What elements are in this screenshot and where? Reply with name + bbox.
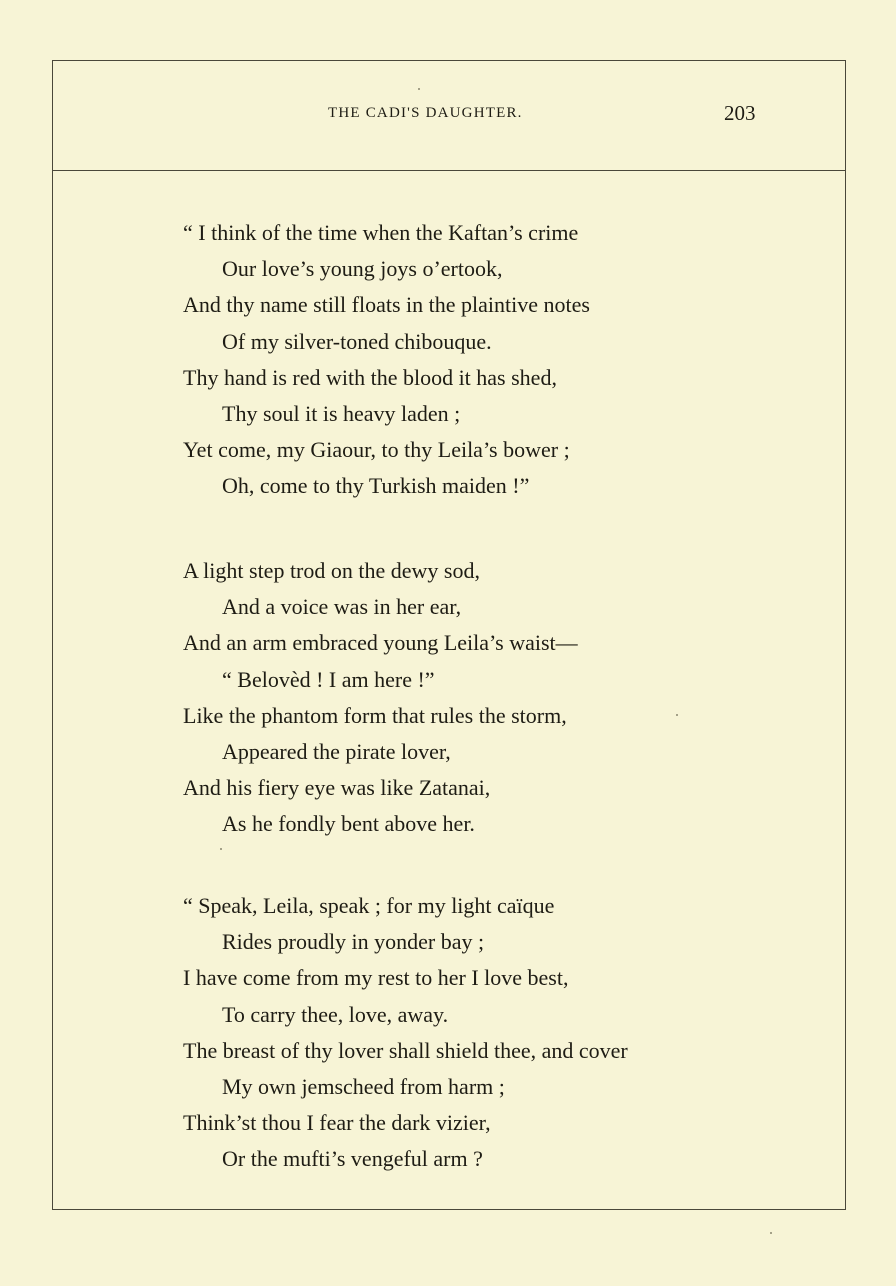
ink-speck xyxy=(418,88,420,90)
verse-line: Of my silver-toned chibouque. xyxy=(222,328,492,354)
stanza-2 xyxy=(183,553,578,843)
verse-line: A light step trod on the dewy sod, xyxy=(183,558,480,583)
page-number: 203 xyxy=(724,101,756,125)
stanza-1 xyxy=(183,215,590,505)
verse-line: Oh, come to thy Turkish maiden !” xyxy=(222,473,530,499)
verse-line: “ Speak, Leila, speak ; for my light caïque xyxy=(183,893,555,918)
verse-line: As he fondly bent above her. xyxy=(222,811,475,837)
verse-line: My own jemscheed from harm ; xyxy=(222,1074,505,1100)
verse-line: Thy hand is red with the blood it has shed, xyxy=(183,364,557,390)
verse-line: To carry thee, love, away. xyxy=(222,1001,449,1027)
verse-line: Thy soul it is heavy laden ; xyxy=(222,401,461,427)
ink-speck xyxy=(220,848,222,850)
verse-line: Or the mufti’s vengeful arm ? xyxy=(222,1146,483,1172)
verse-line: And a voice was in her ear, xyxy=(222,594,462,620)
ink-speck xyxy=(676,714,678,716)
running-title: THE CADI'S DAUGHTER. xyxy=(328,105,523,121)
verse-line: Our love’s young joys o’ertook, xyxy=(222,256,503,282)
verse-line: And his fiery eye was like Zatanai, xyxy=(183,775,491,801)
ink-speck xyxy=(770,1232,772,1234)
header-rule xyxy=(52,170,846,171)
verse-line: Yet come, my Giaour, to thy Leila’s bower ; xyxy=(183,437,570,463)
verse-line: Think’st thou I fear the dark vizier, xyxy=(183,1110,491,1136)
verse-line: I have come from my rest to her I love best, xyxy=(183,965,569,991)
verse-line: “ Belovèd ! I am here !” xyxy=(222,666,435,692)
verse-line: And thy name still floats in the plaintive notes xyxy=(183,292,590,318)
verse-line: Appeared the pirate lover, xyxy=(222,739,451,765)
verse-line: The breast of thy lover shall shield thee, and cover xyxy=(183,1037,628,1063)
verse-line: Like the phantom form that rules the storm, xyxy=(183,702,567,728)
verse-line: “ I think of the time when the Kaftan’s crime xyxy=(183,220,579,245)
verse-line: And an arm embraced young Leila’s waist— xyxy=(183,630,578,656)
verse-line: Rides proudly in yonder bay ; xyxy=(222,929,485,955)
stanza-3 xyxy=(183,888,628,1178)
